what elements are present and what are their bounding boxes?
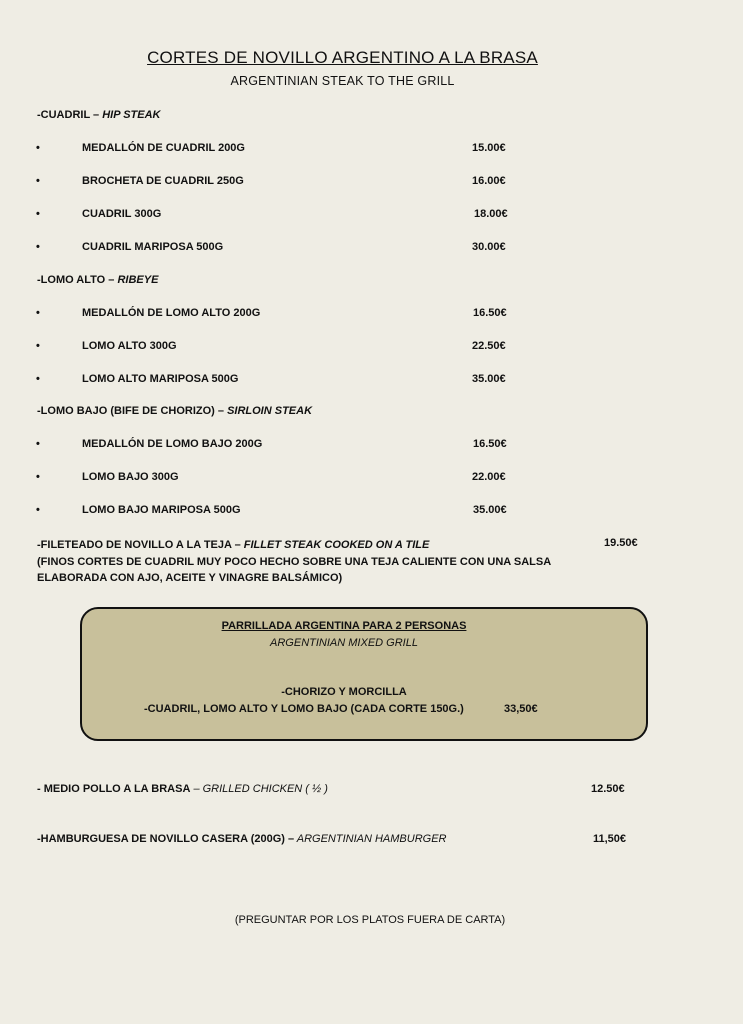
bullet: • (36, 175, 40, 187)
bullet: • (36, 307, 40, 319)
bullet: • (36, 241, 40, 253)
item-price: 30.00€ (472, 241, 506, 253)
item-price: 16.00€ (472, 175, 506, 187)
menu-item (0, 307, 743, 323)
menu-item (0, 438, 743, 454)
bullet: • (36, 208, 40, 220)
hamburguesa-price: 11,50€ (593, 833, 627, 845)
item-price: 16.50€ (473, 438, 507, 450)
item-name: LOMO BAJO 300G (82, 471, 179, 483)
pollo-item (37, 783, 328, 795)
parrillada-box (80, 607, 648, 741)
item-price: 22.50€ (472, 340, 506, 352)
section-cuadril (37, 109, 160, 121)
hamburguesa-label: -HAMBURGUESA DE NOVILLO CASERA (200G) – (37, 833, 295, 845)
bullet: • (36, 340, 40, 352)
fileteado-label-en: FILLET STEAK COOKED ON A TILE (243, 539, 430, 551)
menu-item (0, 241, 743, 257)
pollo-price: 12.50€ (591, 783, 625, 795)
bullet: • (36, 504, 40, 516)
item-price: 15.00€ (472, 142, 506, 154)
item-name: LOMO BAJO MARIPOSA 500G (82, 504, 241, 516)
fileteado-item (37, 537, 617, 587)
parrillada-line2: -CUADRIL, LOMO ALTO Y LOMO BAJO (CADA CORTE 150G.) (144, 703, 464, 715)
item-name: CUADRIL MARIPOSA 500G (82, 241, 224, 253)
parrillada-line1: -CHORIZO Y MORCILLA (281, 686, 407, 698)
bullet: • (36, 142, 40, 154)
section-label: -CUADRIL – (37, 109, 103, 121)
menu-title: CORTES DE NOVILLO ARGENTINO A LA BRASA (147, 48, 538, 67)
item-price: 35.00€ (472, 373, 506, 385)
hamburguesa-label-en: ARGENTINIAN HAMBURGER (294, 833, 447, 845)
hamburguesa-item (37, 833, 447, 845)
section-label-en: SIRLOIN STEAK (227, 405, 313, 417)
pollo-label: - MEDIO POLLO A LA BRASA (37, 783, 191, 795)
menu-item (0, 504, 743, 520)
section-label: -LOMO ALTO – (37, 274, 118, 286)
section-label: -LOMO BAJO (BIFE DE CHORIZO) – (37, 405, 228, 417)
item-name: MEDALLÓN DE LOMO ALTO 200G (82, 307, 261, 319)
item-name: MEDALLÓN DE LOMO BAJO 200G (82, 438, 263, 450)
parrillada-price: 33,50€ (504, 703, 538, 715)
item-price: 16.50€ (473, 307, 507, 319)
item-name: MEDALLÓN DE CUADRIL 200G (82, 142, 245, 154)
menu-item (0, 373, 743, 389)
item-name: LOMO ALTO MARIPOSA 500G (82, 373, 239, 385)
parrillada-title: PARRILLADA ARGENTINA PARA 2 PERSONAS (221, 620, 467, 632)
section-lomo-bajo (37, 405, 312, 417)
menu-item (0, 208, 743, 224)
fileteado-label: -FILETEADO DE NOVILLO A LA TEJA – (37, 539, 244, 551)
menu-item (0, 142, 743, 158)
menu-item (0, 340, 743, 356)
menu-subtitle: ARGENTINIAN STEAK TO THE GRILL (230, 74, 455, 88)
section-label-en: HIP STEAK (102, 109, 161, 121)
pollo-label-en: – GRILLED CHICKEN ( ½ ) (190, 783, 328, 795)
item-price: 22.00€ (472, 471, 506, 483)
item-name: CUADRIL 300G (82, 208, 162, 220)
item-price: 35.00€ (473, 504, 507, 516)
footer-note: (PREGUNTAR POR LOS PLATOS FUERA DE CARTA) (234, 914, 506, 926)
section-label-en: RIBEYE (117, 274, 159, 286)
item-name: BROCHETA DE CUADRIL 250G (82, 175, 244, 187)
item-name: LOMO ALTO 300G (82, 340, 177, 352)
fileteado-price: 19.50€ (604, 537, 638, 549)
item-price: 18.00€ (474, 208, 508, 220)
menu-item (0, 175, 743, 191)
section-lomo-alto (37, 274, 158, 286)
menu-item (0, 471, 743, 487)
bullet: • (36, 471, 40, 483)
parrillada-subtitle: ARGENTINIAN MIXED GRILL (270, 637, 418, 649)
fileteado-description: (FINOS CORTES DE CUADRIL MUY POCO HECHO SOBRE UNA TEJA CALIENTE CON UNA SALSA ELABORADA CON AJO, ACEITE Y VINAGRE BALSÁMICO) (37, 555, 551, 584)
bullet: • (36, 373, 40, 385)
bullet: • (36, 438, 40, 450)
